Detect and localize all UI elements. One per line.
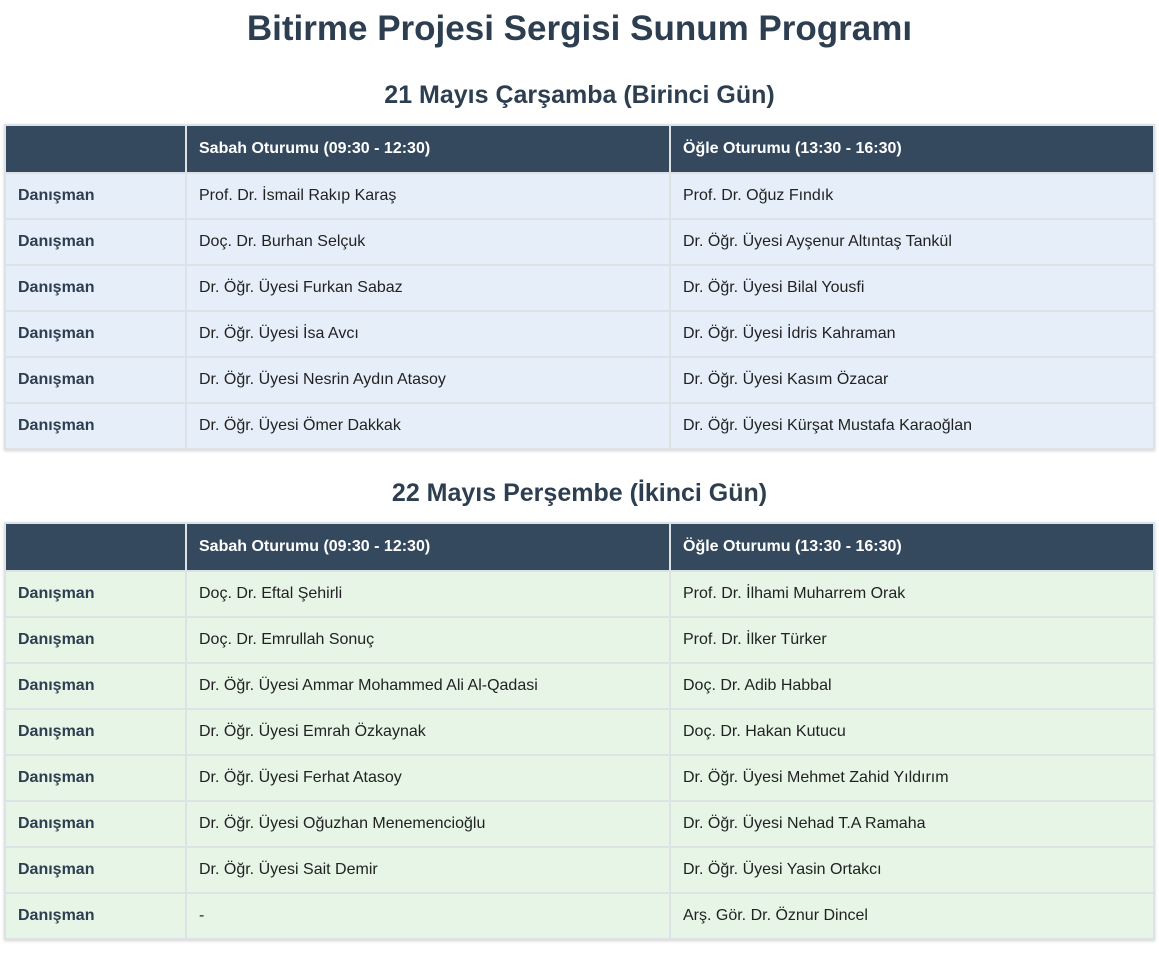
morning-advisor-cell: Dr. Öğr. Üyesi Ferhat Atasoy bbox=[186, 755, 670, 801]
day1-schedule-table bbox=[4, 124, 1155, 450]
page-title: Bitirme Projesi Sergisi Sunum Programı bbox=[246, 9, 913, 48]
afternoon-advisor-cell: Doç. Dr. Adib Habbal bbox=[670, 663, 1154, 709]
afternoon-advisor-cell: Arş. Gör. Dr. Öznur Dincel bbox=[670, 893, 1154, 939]
afternoon-advisor-cell: Dr. Öğr. Üyesi Nehad T.A Ramaha bbox=[670, 801, 1154, 847]
afternoon-advisor-cell: Dr. Öğr. Üyesi Ayşenur Altıntaş Tankül bbox=[670, 219, 1154, 265]
morning-advisor-cell: Dr. Öğr. Üyesi Sait Demir bbox=[186, 847, 670, 893]
role-cell: Danışman bbox=[5, 709, 186, 755]
table-row bbox=[5, 847, 1154, 893]
table-row bbox=[5, 571, 1154, 617]
role-cell: Danışman bbox=[5, 403, 186, 449]
role-cell: Danışman bbox=[5, 265, 186, 311]
table-row bbox=[5, 403, 1154, 449]
table-row bbox=[5, 357, 1154, 403]
morning-advisor-cell: Dr. Öğr. Üyesi İsa Avcı bbox=[186, 311, 670, 357]
role-cell: Danışman bbox=[5, 801, 186, 847]
afternoon-advisor-cell: Dr. Öğr. Üyesi Kürşat Mustafa Karaoğlan bbox=[670, 403, 1154, 449]
role-cell: Danışman bbox=[5, 357, 186, 403]
header-morning-session: Sabah Oturumu (09:30 - 12:30) bbox=[186, 523, 670, 571]
table-row bbox=[5, 663, 1154, 709]
header-afternoon-session: Öğle Oturumu (13:30 - 16:30) bbox=[670, 523, 1154, 571]
day2-schedule-table bbox=[4, 522, 1155, 940]
role-cell: Danışman bbox=[5, 893, 186, 939]
afternoon-advisor-cell: Prof. Dr. İlhami Muharrem Orak bbox=[670, 571, 1154, 617]
table-row bbox=[5, 173, 1154, 219]
table-row bbox=[5, 311, 1154, 357]
table-row bbox=[5, 893, 1154, 939]
day1-title: 21 Mayıs Çarşamba (Birinci Gün) bbox=[384, 81, 775, 109]
morning-advisor-cell: Doç. Dr. Eftal Şehirli bbox=[186, 571, 670, 617]
morning-advisor-cell: Dr. Öğr. Üyesi Ammar Mohammed Ali Al-Qadasi bbox=[186, 663, 670, 709]
morning-advisor-cell: Dr. Öğr. Üyesi Ömer Dakkak bbox=[186, 403, 670, 449]
morning-advisor-cell: - bbox=[186, 893, 670, 939]
table-row bbox=[5, 219, 1154, 265]
role-cell: Danışman bbox=[5, 663, 186, 709]
morning-advisor-cell: Dr. Öğr. Üyesi Furkan Sabaz bbox=[186, 265, 670, 311]
afternoon-advisor-cell: Dr. Öğr. Üyesi Kasım Özacar bbox=[670, 357, 1154, 403]
header-afternoon-session: Öğle Oturumu (13:30 - 16:30) bbox=[670, 125, 1154, 173]
morning-advisor-cell: Dr. Öğr. Üyesi Emrah Özkaynak bbox=[186, 709, 670, 755]
morning-advisor-cell: Dr. Öğr. Üyesi Oğuzhan Menemencioğlu bbox=[186, 801, 670, 847]
morning-advisor-cell: Doç. Dr. Burhan Selçuk bbox=[186, 219, 670, 265]
role-cell: Danışman bbox=[5, 847, 186, 893]
role-cell: Danışman bbox=[5, 617, 186, 663]
role-cell: Danışman bbox=[5, 173, 186, 219]
role-cell: Danışman bbox=[5, 755, 186, 801]
afternoon-advisor-cell: Dr. Öğr. Üyesi Bilal Yousfi bbox=[670, 265, 1154, 311]
table-row bbox=[5, 801, 1154, 847]
role-cell: Danışman bbox=[5, 571, 186, 617]
morning-advisor-cell: Prof. Dr. İsmail Rakıp Karaş bbox=[186, 173, 670, 219]
afternoon-advisor-cell: Dr. Öğr. Üyesi Yasin Ortakcı bbox=[670, 847, 1154, 893]
table-header-row bbox=[5, 523, 1154, 571]
role-cell: Danışman bbox=[5, 311, 186, 357]
afternoon-advisor-cell: Doç. Dr. Hakan Kutucu bbox=[670, 709, 1154, 755]
table-row bbox=[5, 265, 1154, 311]
day2-title: 22 Mayıs Perşembe (İkinci Gün) bbox=[391, 479, 768, 507]
morning-advisor-cell: Dr. Öğr. Üyesi Nesrin Aydın Atasoy bbox=[186, 357, 670, 403]
role-cell: Danışman bbox=[5, 219, 186, 265]
header-empty-cell bbox=[5, 125, 186, 173]
afternoon-advisor-cell: Prof. Dr. İlker Türker bbox=[670, 617, 1154, 663]
morning-advisor-cell: Doç. Dr. Emrullah Sonuç bbox=[186, 617, 670, 663]
header-empty-cell bbox=[5, 523, 186, 571]
table-header-row bbox=[5, 125, 1154, 173]
afternoon-advisor-cell: Dr. Öğr. Üyesi Mehmet Zahid Yıldırım bbox=[670, 755, 1154, 801]
header-morning-session: Sabah Oturumu (09:30 - 12:30) bbox=[186, 125, 670, 173]
table-row bbox=[5, 709, 1154, 755]
table-row bbox=[5, 617, 1154, 663]
afternoon-advisor-cell: Prof. Dr. Oğuz Fındık bbox=[670, 173, 1154, 219]
afternoon-advisor-cell: Dr. Öğr. Üyesi İdris Kahraman bbox=[670, 311, 1154, 357]
table-row bbox=[5, 755, 1154, 801]
